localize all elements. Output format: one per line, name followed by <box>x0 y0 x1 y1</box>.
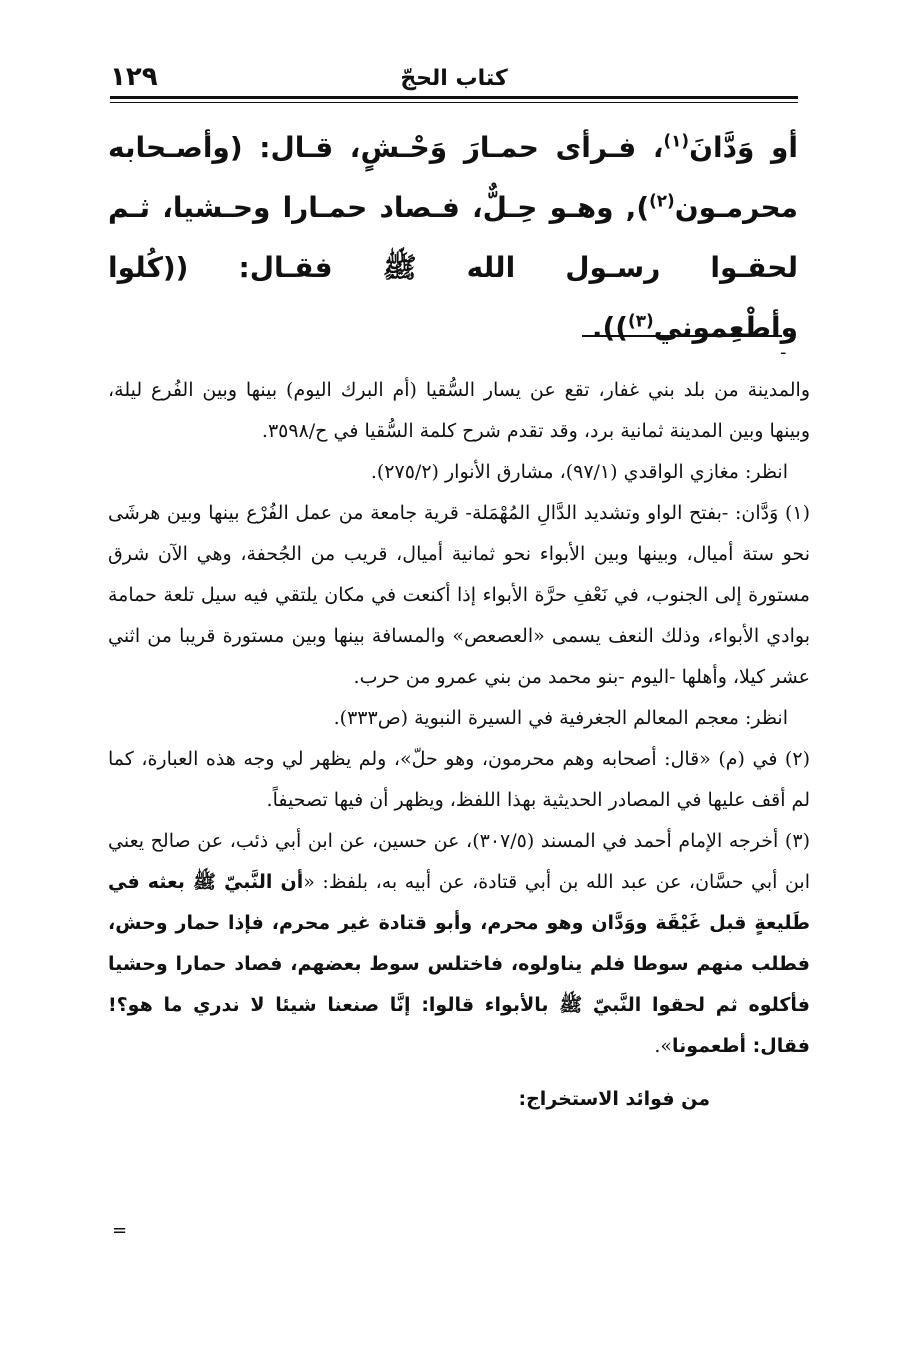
main-text-part-2: ، فـرأى حمـارَ وَحْـشٍ، قـال: (وأصـحابه محرمـون <box>108 131 798 224</box>
main-paragraph <box>108 118 798 358</box>
footnote-1: (١) وَدَّان: -بفتح الواو وتشديد الدَّالِ المُهْمَلة- قرية جامعة من عمل الفُرْع بينها وبين هرشَى نحو ستة أميال، وبينها وبين الأبواء نحو ثمانية أميال، قريب من الجُحفة، وهي الآن شرق مستورة إلى الجنوب، في نَعْفِ حرَّة الأبواء إذا أكنعت في مكان يلتقي فيه سيل تلعة حمامة بوادي الأبواء، وذلك النعف يسمى «العصعص» والمسافة بينها وبين مستورة قريبا من اثني عشر كيلا، وأهلها -اليوم -بنو محمد من بني عمرو من حرب. <box>108 502 810 688</box>
footnote-3-hadith: أن النَّبيّ ﷺ بعثه في طَليعةٍ قبل غَيْقَة ووَدَّان وهو محرم، وأبو قتادة غير محرم، فإذا حمار وحش، فطلب منهم سوطا فلم يناولوه، فاختلس سوط بعضهم، فصاد حمارا وحشيا فأكلوه ثم لحقوا النَّبيّ ﷺ بالأبواء قالوا: إنَّا صنعنا شيئا لا ندري ما هو؟! فقال: أطعمونا <box>108 871 810 1057</box>
footnote-continuation: والمدينة من بلد بني غفار، تقع عن يسار السُّقيا (أم البرك اليوم) بينها وبين الفُرع ليلة، وبينها وبين المدينة ثمانية برد، وقد تقدم شرح كلمة السُّقيا في ح/٣٥٩٨. <box>108 379 810 442</box>
dash-mark-top: - <box>780 342 787 363</box>
main-text-part-3: ), وهـو حِـلٌّ، فـصاد حمـارا وحـشيا، ثـم لحقـوا رسـول الله ﷺ فقـال: ((كُلوا وأطْعِموني <box>108 191 798 344</box>
main-text-part-4: )). <box>591 311 629 344</box>
footnote-ref-2[interactable]: (٢) <box>649 190 675 211</box>
footnote-separator <box>582 335 782 337</box>
footnotes <box>108 370 810 1120</box>
footnote-ref-3[interactable]: (٣) <box>628 310 654 331</box>
main-text-part-1: أو وَدَّانَ <box>689 131 798 164</box>
header-rule-thick <box>110 96 798 99</box>
footnote-3 <box>108 821 810 1067</box>
header-rule-thin <box>110 102 798 103</box>
page-header <box>110 62 798 96</box>
footnote-2: (٢) في (م) «قال: أصحابه وهم محرمون، وهو حلّ»، ولم يظهر لي وجه هذه العبارة، كما لم أقف عليها في المصادر الحديثية بهذا اللفظ، ويظهر أن فيها تصحيفاً. <box>108 748 810 811</box>
footnote-3-intro: (٣) أخرجه الإمام أحمد في المسند (٣٠٧/٥)، عن حسين، عن ابن أبي ذئب، عن صالح يعني ابن أبي حسَّان، عن عبد الله بن أبي قتادة، عن أبيه به، بلفظ: « <box>108 830 810 893</box>
footnote-continuation-source: انظر: مغازي الواقدي (٩٧/١)، مشارق الأنوار (٢٧٥/٢). <box>370 461 788 483</box>
footnote-ref-1[interactable]: (١) <box>663 130 690 151</box>
page-number: ١٢٩ <box>110 62 158 92</box>
section-heading: من فوائد الاستخراج: <box>518 1088 710 1110</box>
footnote-1-source: انظر: معجم المعالم الجغرفية في السيرة النبوية (ص٣٣٣). <box>333 707 788 729</box>
chapter-title: كتاب الحجّ <box>400 66 508 91</box>
dash-mark-bottom: = <box>112 1220 128 1241</box>
main-text <box>108 118 798 358</box>
footnote-3-close: ». <box>654 1035 672 1057</box>
